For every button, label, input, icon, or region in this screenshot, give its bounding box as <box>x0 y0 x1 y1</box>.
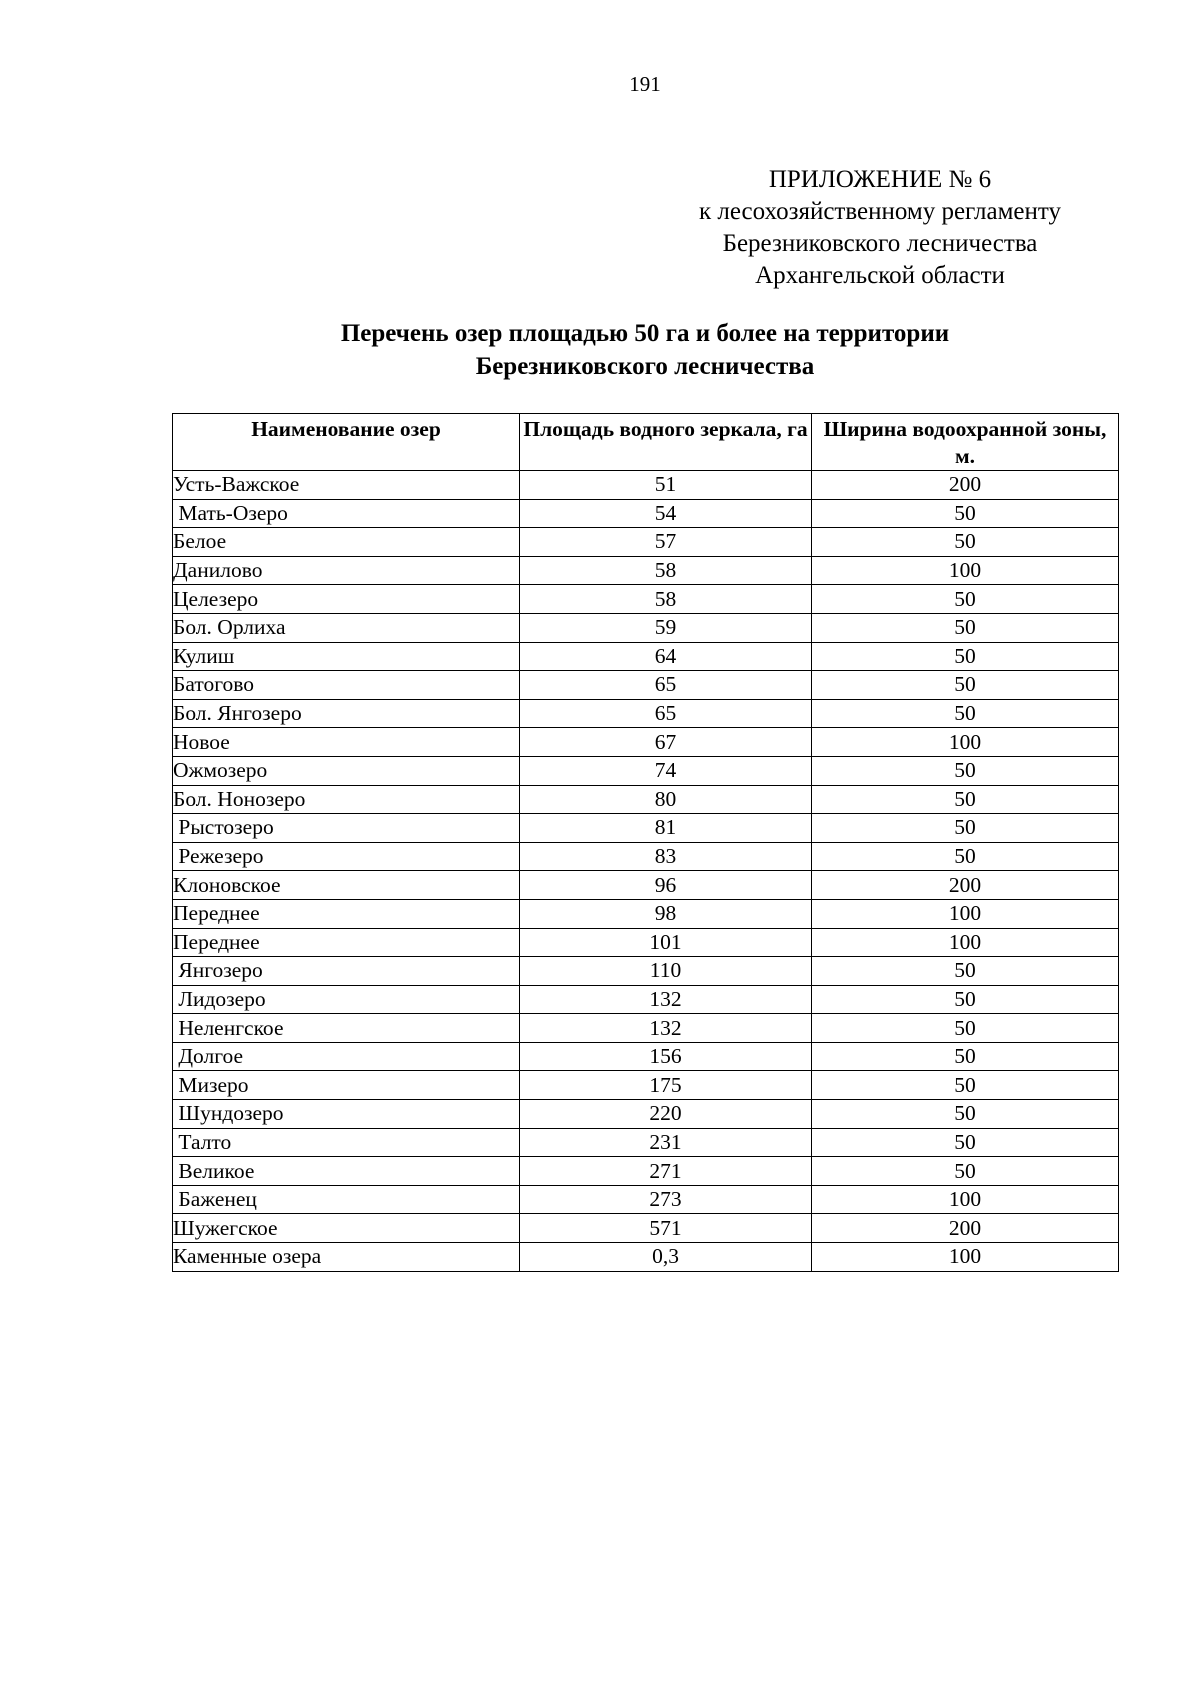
lake-name-cell: Белое <box>173 528 520 557</box>
protection-zone-cell: 50 <box>812 756 1119 785</box>
protection-zone-cell: 50 <box>812 1100 1119 1129</box>
protection-zone-cell: 50 <box>812 671 1119 700</box>
lake-name-cell: Ожмозеро <box>173 756 520 785</box>
lake-name-cell: Лидозеро <box>173 985 520 1014</box>
document-title <box>172 317 1118 383</box>
lake-name-cell: Бол. Нонозеро <box>173 785 520 814</box>
lake-name-cell: Мать-Озеро <box>173 499 520 528</box>
table-row <box>173 899 1119 928</box>
protection-zone-cell: 50 <box>812 1128 1119 1157</box>
table-row <box>173 1042 1119 1071</box>
protection-zone-cell: 50 <box>812 499 1119 528</box>
lake-name-cell: Клоновское <box>173 871 520 900</box>
appendix-reference: к лесохозяйственному регламенту <box>698 198 1062 225</box>
table-row <box>173 613 1119 642</box>
protection-zone-cell: 100 <box>812 899 1119 928</box>
table-row <box>173 642 1119 671</box>
protection-zone-cell: 50 <box>812 585 1119 614</box>
water-area-cell: 96 <box>520 871 812 900</box>
water-area-cell: 132 <box>520 985 812 1014</box>
document-title-line1: Перечень озер площадью 50 га и более на территории <box>340 320 950 347</box>
appendix-region: Архангельской области <box>755 262 1005 289</box>
table-row <box>173 842 1119 871</box>
protection-zone-cell: 100 <box>812 928 1119 957</box>
table-row <box>173 1214 1119 1243</box>
lake-name-cell: Переднее <box>173 928 520 957</box>
table-row <box>173 957 1119 986</box>
water-area-cell: 175 <box>520 1071 812 1100</box>
water-area-cell: 51 <box>520 471 812 500</box>
lake-name-cell: Бол. Орлиха <box>173 613 520 642</box>
water-area-cell: 74 <box>520 756 812 785</box>
table-row <box>173 1128 1119 1157</box>
protection-zone-cell: 200 <box>812 471 1119 500</box>
lake-name-cell: Мизеро <box>173 1071 520 1100</box>
protection-zone-cell: 50 <box>812 1071 1119 1100</box>
table-body <box>173 471 1119 1272</box>
lake-name-cell: Рыстозеро <box>173 814 520 843</box>
header-lake-name: Наименование озер <box>173 414 520 471</box>
table-row <box>173 1014 1119 1043</box>
protection-zone-cell: 100 <box>812 728 1119 757</box>
protection-zone-cell: 50 <box>812 985 1119 1014</box>
table-row <box>173 1185 1119 1214</box>
protection-zone-cell: 200 <box>812 1214 1119 1243</box>
water-area-cell: 220 <box>520 1100 812 1129</box>
protection-zone-cell: 50 <box>812 842 1119 871</box>
table-row <box>173 1100 1119 1129</box>
table-row <box>173 585 1119 614</box>
protection-zone-cell: 50 <box>812 1042 1119 1071</box>
lake-name-cell: Талто <box>173 1128 520 1157</box>
table-row <box>173 556 1119 585</box>
water-area-cell: 156 <box>520 1042 812 1071</box>
water-area-cell: 571 <box>520 1214 812 1243</box>
water-area-cell: 67 <box>520 728 812 757</box>
lake-name-cell: Усть-Важское <box>173 471 520 500</box>
appendix-forestry: Березниковского лесничества <box>722 230 1038 257</box>
lake-name-cell: Переднее <box>173 899 520 928</box>
protection-zone-cell: 100 <box>812 1185 1119 1214</box>
lake-name-cell: Неленгское <box>173 1014 520 1043</box>
lake-name-cell: Бол. Янгозеро <box>173 699 520 728</box>
lake-name-cell: Режезеро <box>173 842 520 871</box>
header-protection-zone: Ширина водоохранной зоны, м. <box>812 414 1119 471</box>
lake-name-cell: Баженец <box>173 1185 520 1214</box>
lake-name-cell: Великое <box>173 1157 520 1186</box>
water-area-cell: 65 <box>520 699 812 728</box>
table-row <box>173 499 1119 528</box>
water-area-cell: 273 <box>520 1185 812 1214</box>
lakes-table <box>172 413 1119 1272</box>
lake-name-cell: Кулиш <box>173 642 520 671</box>
header-water-area: Площадь водного зеркала, га <box>520 414 812 471</box>
protection-zone-cell: 50 <box>812 699 1119 728</box>
lake-name-cell: Новое <box>173 728 520 757</box>
appendix-number: ПРИЛОЖЕНИЕ № 6 <box>768 166 992 193</box>
water-area-cell: 98 <box>520 899 812 928</box>
protection-zone-cell: 50 <box>812 1157 1119 1186</box>
protection-zone-cell: 50 <box>812 957 1119 986</box>
table-row <box>173 871 1119 900</box>
water-area-cell: 81 <box>520 814 812 843</box>
water-area-cell: 58 <box>520 585 812 614</box>
protection-zone-cell: 50 <box>812 528 1119 557</box>
water-area-cell: 0,3 <box>520 1243 812 1272</box>
protection-zone-cell: 50 <box>812 642 1119 671</box>
protection-zone-cell: 100 <box>812 1243 1119 1272</box>
lake-name-cell: Каменные озера <box>173 1243 520 1272</box>
water-area-cell: 59 <box>520 613 812 642</box>
table-row <box>173 1071 1119 1100</box>
table-row <box>173 699 1119 728</box>
water-area-cell: 83 <box>520 842 812 871</box>
protection-zone-cell: 50 <box>812 785 1119 814</box>
protection-zone-cell: 50 <box>812 613 1119 642</box>
table-row <box>173 671 1119 700</box>
page-number: 191 <box>629 72 661 96</box>
lake-name-cell: Шундозеро <box>173 1100 520 1129</box>
table-row <box>173 471 1119 500</box>
lake-name-cell: Батогово <box>173 671 520 700</box>
protection-zone-cell: 100 <box>812 556 1119 585</box>
protection-zone-cell: 200 <box>812 871 1119 900</box>
water-area-cell: 110 <box>520 957 812 986</box>
lake-name-cell: Целезеро <box>173 585 520 614</box>
table-row <box>173 928 1119 957</box>
table-row <box>173 728 1119 757</box>
water-area-cell: 54 <box>520 499 812 528</box>
table-row <box>173 528 1119 557</box>
table-row <box>173 756 1119 785</box>
water-area-cell: 271 <box>520 1157 812 1186</box>
protection-zone-cell: 50 <box>812 1014 1119 1043</box>
protection-zone-cell: 50 <box>812 814 1119 843</box>
water-area-cell: 132 <box>520 1014 812 1043</box>
water-area-cell: 64 <box>520 642 812 671</box>
water-area-cell: 65 <box>520 671 812 700</box>
table-header-row <box>173 414 1119 471</box>
table-row <box>173 985 1119 1014</box>
water-area-cell: 58 <box>520 556 812 585</box>
document-title-line2: Березниковского лесничества <box>475 353 815 380</box>
appendix-header <box>640 164 1120 292</box>
water-area-cell: 231 <box>520 1128 812 1157</box>
lake-name-cell: Долгое <box>173 1042 520 1071</box>
table-row <box>173 785 1119 814</box>
water-area-cell: 101 <box>520 928 812 957</box>
table-row <box>173 1243 1119 1272</box>
table-row <box>173 814 1119 843</box>
lake-name-cell: Данилово <box>173 556 520 585</box>
lake-name-cell: Шужегское <box>173 1214 520 1243</box>
water-area-cell: 57 <box>520 528 812 557</box>
table-row <box>173 1157 1119 1186</box>
water-area-cell: 80 <box>520 785 812 814</box>
lake-name-cell: Янгозеро <box>173 957 520 986</box>
